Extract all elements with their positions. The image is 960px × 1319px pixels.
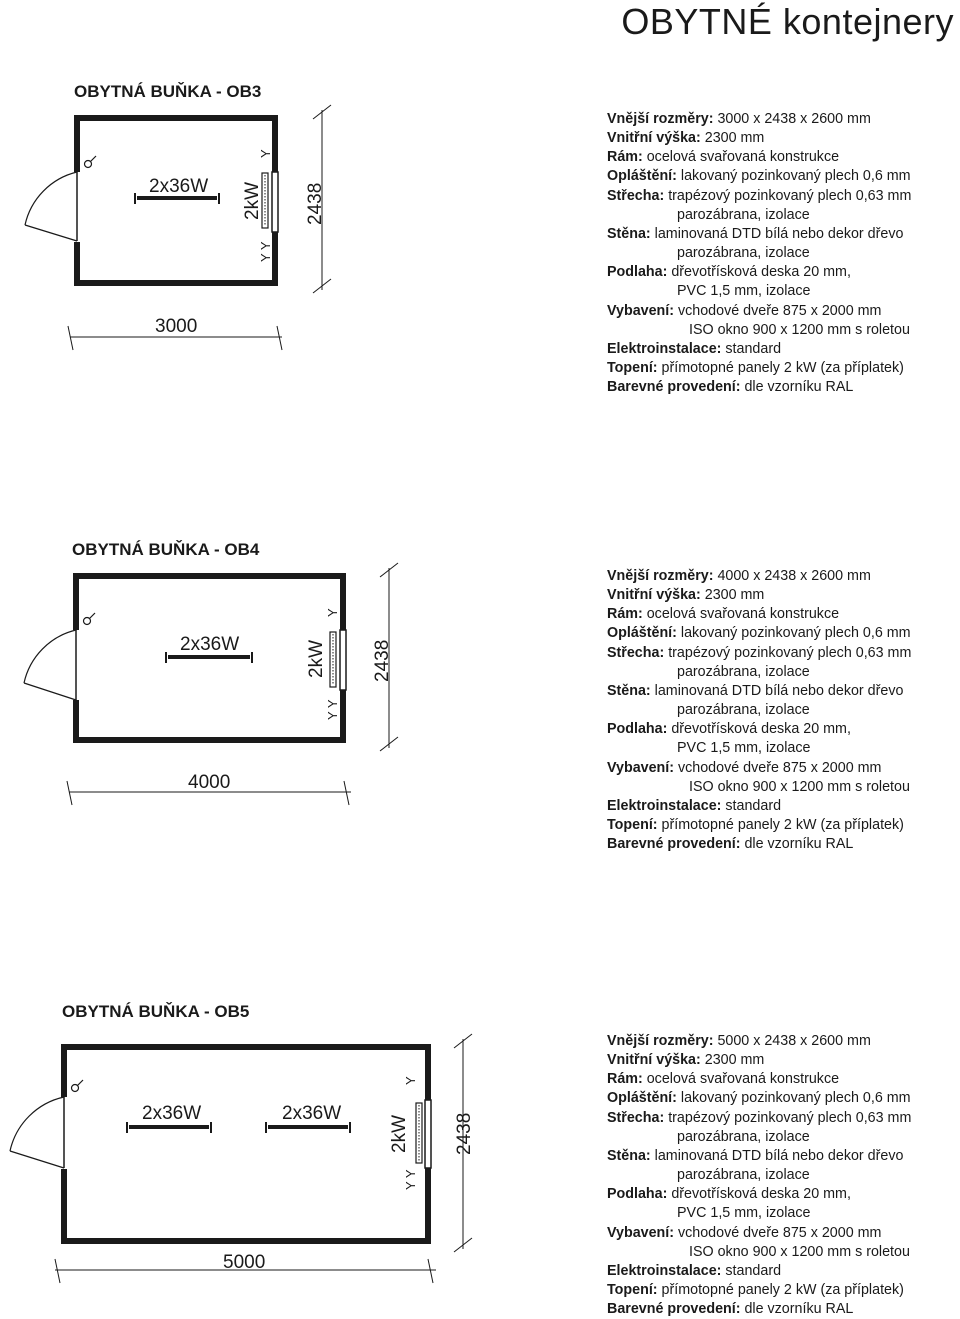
- spec-key: Rám:: [607, 606, 643, 623]
- switch-yy-lower: Y Y: [258, 241, 273, 262]
- spec-value: ocelová svařovaná konstrukce: [642, 606, 840, 623]
- spec-value: přímotopné panely 2 kW (za příplatek): [657, 817, 904, 834]
- spec-row: [607, 1070, 959, 1089]
- spec-key: Opláštění:: [607, 625, 677, 642]
- spec-row: [607, 586, 959, 605]
- spec-row: [607, 187, 959, 206]
- spec-value: vchodové dveře 875 x 2000 mm: [674, 1224, 882, 1241]
- spec-key: Vnitřní výška:: [607, 587, 701, 604]
- spec-key: Střecha:: [607, 1109, 665, 1126]
- floor-plan-ob3: [0, 100, 340, 360]
- spec-key: Vybavení:: [607, 302, 675, 319]
- spec-value: dle vzorníku RAL: [740, 1301, 854, 1318]
- spec-row: [607, 1185, 959, 1204]
- floor-plan-ob5: [0, 1025, 490, 1305]
- spec-key: Opláštění:: [607, 1090, 677, 1107]
- key-icon: [84, 613, 96, 625]
- light-label: 2x36W: [142, 1103, 202, 1124]
- width-dimension-label: 4000: [188, 772, 231, 793]
- spec-row: [607, 225, 959, 244]
- door-swing: [10, 1097, 70, 1169]
- spec-key: Vnitřní výška:: [607, 1052, 701, 1069]
- spec-key: Vnější rozměry:: [607, 568, 714, 584]
- spec-row: [607, 720, 959, 739]
- heater-label: 2kW: [306, 640, 327, 678]
- spec-value: standard: [721, 340, 782, 357]
- spec-key: Podlaha:: [607, 721, 668, 738]
- spec-row: [607, 263, 959, 282]
- heater-panel: [330, 632, 336, 687]
- spec-row: [607, 340, 959, 359]
- switch-yy-lower: Y Y: [325, 699, 340, 720]
- spec-value: trapézový pozinkovaný plech 0,63 mm: [664, 644, 912, 661]
- spec-value: 4000 x 2438 x 2600 mm: [713, 568, 871, 584]
- spec-row: [607, 1300, 959, 1319]
- spec-continuation: parozábrana, izolace: [677, 663, 810, 680]
- switch-yy-lower: Y Y: [403, 1169, 418, 1190]
- door-swing: [25, 172, 83, 242]
- heater-label: 2kW: [242, 182, 263, 220]
- light-label: 2x36W: [282, 1103, 342, 1124]
- spec-row: [607, 567, 959, 586]
- spec-value: trapézový pozinkovaný plech 0,63 mm: [664, 1109, 912, 1126]
- spec-row: [607, 167, 959, 186]
- walls: [64, 1047, 428, 1241]
- spec-continuation: PVC 1,5 mm, izolace: [677, 1205, 811, 1222]
- spec-value: 3000 x 2438 x 2600 mm: [713, 111, 871, 127]
- key-icon: [72, 1080, 84, 1092]
- spec-value: ocelová svařovaná konstrukce: [642, 1071, 840, 1088]
- spec-continuation: parozábrana, izolace: [677, 1128, 810, 1145]
- spec-value: lakovaný pozinkovaný plech 0,6 mm: [676, 168, 911, 185]
- depth-dimension-label: 2438: [305, 182, 326, 225]
- spec-row: [607, 1147, 959, 1166]
- section-title-ob5: OBYTNÁ BUŇKA - OB5: [62, 1002, 250, 1021]
- spec-key: Podlaha:: [607, 1186, 668, 1203]
- specs-ob4: [607, 567, 959, 854]
- width-dimension-label: 5000: [223, 1252, 266, 1273]
- spec-value: dle vzorníku RAL: [740, 836, 854, 853]
- spec-value: laminovaná DTD bílá nebo dekor dřevo: [650, 682, 904, 699]
- light-label: 2x36W: [149, 176, 209, 197]
- spec-row: [607, 1051, 959, 1070]
- spec-key: Opláštění:: [607, 168, 677, 185]
- spec-key: Podlaha:: [607, 264, 668, 281]
- spec-row: [607, 1032, 959, 1051]
- spec-continuation: ISO okno 900 x 1200 mm s roletou: [689, 778, 910, 795]
- spec-value: 5000 x 2438 x 2600 mm: [713, 1033, 871, 1049]
- heater-panel: [416, 1103, 422, 1163]
- page-title: OBYTNÉ kontejnery: [621, 1, 954, 42]
- spec-key: Topení:: [607, 360, 658, 377]
- spec-row: [607, 835, 959, 854]
- spec-value: dřevotřísková deska 20 mm,: [667, 1186, 851, 1203]
- spec-value: dřevotřísková deska 20 mm,: [667, 264, 851, 281]
- key-icon: [85, 156, 97, 168]
- spec-value: laminovaná DTD bílá nebo dekor dřevo: [650, 225, 904, 242]
- depth-dimension-label: 2438: [372, 639, 393, 682]
- spec-continuation: parozábrana, izolace: [677, 1167, 810, 1184]
- spec-value: 2300 mm: [700, 1052, 765, 1069]
- spec-key: Topení:: [607, 1282, 658, 1299]
- section-title-ob3: OBYTNÁ BUŇKA - OB3: [74, 82, 262, 101]
- spec-value: standard: [721, 1262, 782, 1279]
- spec-value: 2300 mm: [700, 587, 765, 604]
- spec-continuation: ISO okno 900 x 1200 mm s roletou: [689, 321, 910, 338]
- switch-y-upper: Y: [403, 1076, 418, 1085]
- specs-ob5: [607, 1032, 959, 1319]
- spec-row: [607, 359, 959, 378]
- spec-value: trapézový pozinkovaný plech 0,63 mm: [664, 187, 912, 204]
- spec-key: Stěna:: [607, 1147, 651, 1164]
- spec-value: lakovaný pozinkovaný plech 0,6 mm: [676, 1090, 911, 1107]
- spec-row: [607, 759, 959, 778]
- spec-row: [607, 797, 959, 816]
- spec-value: dřevotřísková deska 20 mm,: [667, 721, 851, 738]
- spec-key: Vybavení:: [607, 1224, 675, 1241]
- spec-value: přímotopné panely 2 kW (za příplatek): [657, 360, 904, 377]
- spec-key: Střecha:: [607, 187, 665, 204]
- spec-row: [607, 816, 959, 835]
- spec-key: Elektroinstalace:: [607, 797, 722, 814]
- spec-row: [607, 378, 959, 397]
- spec-key: Rám:: [607, 1071, 643, 1088]
- spec-continuation: PVC 1,5 mm, izolace: [677, 740, 811, 757]
- spec-row: [607, 605, 959, 624]
- spec-continuation: ISO okno 900 x 1200 mm s roletou: [689, 1243, 910, 1260]
- spec-key: Rám:: [607, 149, 643, 166]
- spec-value: laminovaná DTD bílá nebo dekor dřevo: [650, 1147, 904, 1164]
- section-title-ob4: OBYTNÁ BUŇKA - OB4: [72, 540, 260, 559]
- width-dimension-label: 3000: [155, 316, 198, 337]
- spec-row: [607, 1109, 959, 1128]
- spec-row: [607, 1262, 959, 1281]
- specs-ob3: [607, 110, 959, 397]
- spec-key: Barevné provedení:: [607, 836, 741, 853]
- spec-continuation: parozábrana, izolace: [677, 245, 810, 262]
- spec-value: vchodové dveře 875 x 2000 mm: [674, 759, 882, 776]
- spec-value: dle vzorníku RAL: [740, 379, 854, 396]
- spec-row: [607, 1281, 959, 1300]
- spec-key: Barevné provedení:: [607, 1301, 741, 1318]
- spec-key: Střecha:: [607, 644, 665, 661]
- heater-label: 2kW: [389, 1115, 410, 1153]
- spec-key: Stěna:: [607, 225, 651, 242]
- window: [425, 1100, 431, 1168]
- spec-row: [607, 1089, 959, 1108]
- spec-value: 2300 mm: [700, 130, 765, 147]
- spec-value: standard: [721, 797, 782, 814]
- spec-key: Vnější rozměry:: [607, 1033, 714, 1049]
- switch-y-upper: Y: [258, 149, 273, 158]
- spec-continuation: parozábrana, izolace: [677, 702, 810, 719]
- floor-plan-ob4: [0, 560, 420, 810]
- spec-row: [607, 682, 959, 701]
- spec-key: Barevné provedení:: [607, 379, 741, 396]
- spec-key: Vnitřní výška:: [607, 130, 701, 147]
- spec-key: Elektroinstalace:: [607, 1262, 722, 1279]
- spec-key: Vybavení:: [607, 759, 675, 776]
- window: [340, 630, 346, 690]
- window: [272, 172, 278, 232]
- spec-value: přímotopné panely 2 kW (za příplatek): [657, 1282, 904, 1299]
- spec-key: Stěna:: [607, 682, 651, 699]
- spec-row: [607, 302, 959, 321]
- spec-value: vchodové dveře 875 x 2000 mm: [674, 302, 882, 319]
- light-label: 2x36W: [180, 634, 240, 655]
- spec-key: Vnější rozměry:: [607, 111, 714, 127]
- spec-key: Elektroinstalace:: [607, 340, 722, 357]
- switch-y-upper: Y: [325, 608, 340, 617]
- spec-row: [607, 644, 959, 663]
- spec-key: Topení:: [607, 817, 658, 834]
- spec-row: [607, 1224, 959, 1243]
- spec-row: [607, 129, 959, 148]
- spec-continuation: parozábrana, izolace: [677, 206, 810, 223]
- door-swing: [24, 630, 82, 700]
- spec-row: [607, 624, 959, 643]
- spec-row: [607, 110, 959, 129]
- spec-continuation: PVC 1,5 mm, izolace: [677, 283, 811, 300]
- depth-dimension-label: 2438: [454, 1112, 475, 1155]
- spec-value: lakovaný pozinkovaný plech 0,6 mm: [676, 625, 911, 642]
- spec-value: ocelová svařovaná konstrukce: [642, 149, 840, 166]
- spec-row: [607, 148, 959, 167]
